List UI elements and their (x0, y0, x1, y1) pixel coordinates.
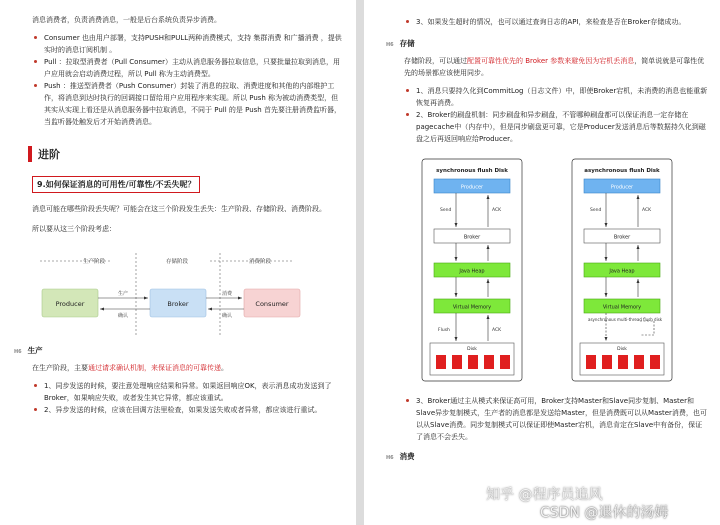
disk-block (500, 355, 510, 369)
sync-vm-label: Virtual Memory (452, 304, 492, 311)
message-flow-diagram (32, 247, 332, 337)
sync-flush-panel (422, 159, 522, 381)
produce-paragraph-text: 在生产阶段，主要 (32, 364, 88, 372)
async-vm-label: Virtual Memory (602, 304, 642, 311)
consider-paragraph: 所以要从这三个阶段考虑： (32, 225, 116, 233)
store-heading (386, 38, 708, 49)
right-page (364, 0, 720, 525)
async-flush-panel (572, 159, 672, 381)
produce-list (32, 380, 342, 416)
produce-paragraph-highlight: 通过请求确认机制，来保证消息的可靠传递 (88, 364, 221, 372)
left-page (0, 0, 356, 525)
sync-send-label: Send (440, 208, 452, 213)
produce-heading (14, 345, 342, 356)
disk-block (634, 355, 644, 369)
consume-heading-title: 消费 (399, 452, 415, 461)
store-paragraph-end: ，简单说就是可靠性优先的场景都应该使用同步。 (404, 57, 705, 77)
store-paragraph (404, 55, 708, 79)
stage-produce-label: 生产阶段 (82, 259, 106, 265)
flush-disk-diagram (404, 153, 704, 389)
async-ack-label: ACK (642, 208, 652, 213)
store-paragraph-text: 存储阶段，可以通过 (404, 57, 467, 65)
sync-flush-label: Flush (438, 328, 450, 333)
sync-producer-label: Producer (460, 184, 484, 191)
async-disk-label: Disk (617, 347, 627, 352)
disk-block (468, 355, 478, 369)
h6-tag: H6 (14, 349, 22, 355)
sync-ack-label: ACK (492, 208, 502, 213)
list-item: 2、Broker的刷盘机制：同步刷盘和异步刷盘，不管哪种刷盘都可以保证消息一定存储在pagecache中（内存中），但是同步刷盘更可靠，它是Producer发送消息后等数据持久化到磁盘之后再返回响应给Producer。 (404, 109, 708, 145)
zhihu-watermark: 知乎 @程序员追风 (486, 487, 603, 503)
loss-stages-paragraph: 消息可能在哪些阶段丢失呢？可能会在这三个阶段发生丢失：生产阶段、存储阶段、消费阶段。 (32, 205, 326, 213)
consumer-list (32, 32, 342, 128)
h6-tag: H6 (386, 455, 394, 461)
sync-title: synchronous flush Disk (436, 168, 508, 174)
async-send-label: Send (590, 208, 602, 213)
store-paragraph-highlight: 配置可靠性优先的 Broker 参数来避免因为宕机丢消息 (467, 57, 635, 65)
list-item: 1、同步发送的时候，要注意处理响应结果和异常。如果返回响应OK，表示消息成功发送到了Broker，如果响应失败，或者发生其它异常，都应该重试。 (32, 380, 342, 404)
list-item: 2、异步发送的时候，应该在回调方法里检查，如果发送失败或者异常，都应该进行重试。 (32, 404, 342, 416)
arrow-confirm-label: 确认 (221, 313, 233, 319)
produce-paragraph-end: 。 (221, 364, 228, 372)
async-broker-label: Broker (613, 234, 631, 241)
stage-consume-label: 消费阶段 (248, 259, 272, 265)
list-item: Push ：推送型消费者（Push Consumer）封装了消息的拉取、消费进度和其他的内部维护工作，将消息到达时执行的回调接口留给用户应用程序来实现。所以 Push 称为被动消费类型，但其实从实现上看还是从消息服务器中拉取消息，不同于 Pull 的是 Push 首先要注册消费监听器，当监听器处触发后才开始消费消息。 (32, 80, 342, 128)
master-slave-list (404, 395, 708, 443)
list-item: Consumer 也由用户部署，支持PUSH和PULL两种消费模式，支持 集群消费 和广播消费 ，提供 实时的消息订阅机制 。 (32, 32, 342, 56)
arrow-consume-label: 消费 (221, 291, 233, 297)
timeout-list (404, 16, 708, 28)
section-title: 进阶 (38, 148, 60, 161)
consume-heading (386, 451, 708, 462)
list-item: 1、消息只要持久化到CommitLog（日志文件）中，即使Broker宕机，未消费的消息也能重新恢复再消费。 (404, 85, 708, 109)
async-producer-label: Producer (610, 184, 634, 191)
sync-broker-label: Broker (463, 234, 481, 241)
consumer-intro: 消息消费者，负责消费消息，一般是后台系统负责异步消费。 (32, 16, 221, 24)
produce-heading-title: 生产 (27, 346, 43, 355)
async-note: asynchronous multi-thread flush disk (588, 317, 663, 322)
disk-block (650, 355, 660, 369)
list-item: Pull ：拉取型消费者（Pull Consumer）主动从消息服务器拉取信息，只要批量拉取到消息，用户应用就会启动消费过程，所以 Pull 称为主动消费型。 (32, 56, 342, 80)
broker-node-label: Broker (167, 300, 189, 308)
async-title: asynchronous flush Disk (584, 168, 660, 174)
producer-node-label: Producer (55, 300, 85, 308)
disk-block (586, 355, 596, 369)
csdn-watermark: CSDN @退休的汤姆 (540, 505, 669, 521)
question-title: 9.如何保证消息的可用性/可靠性/不丢失呢？ (32, 176, 200, 193)
section-bar (28, 146, 32, 162)
disk-block (484, 355, 494, 369)
section-heading (28, 146, 342, 162)
disk-block (436, 355, 446, 369)
arrow-confirm-label: 确认 (117, 313, 129, 319)
sync-heap-label: Java Heap (459, 268, 485, 275)
async-heap-label: Java Heap (609, 268, 635, 275)
store-list (404, 85, 708, 145)
stage-store-label: 存储阶段 (165, 259, 189, 265)
sync-ack2-label: ACK (492, 328, 502, 333)
disk-block (602, 355, 612, 369)
arrow-produce-label: 生产 (117, 291, 129, 297)
consumer-node-label: Consumer (255, 300, 289, 308)
h6-tag: H6 (386, 42, 394, 48)
produce-paragraph (32, 362, 342, 374)
disk-block (452, 355, 462, 369)
store-heading-title: 存储 (399, 39, 415, 48)
sync-disk-label: Disk (467, 347, 477, 352)
list-item: 3、Broker通过主从模式来保证高可用，Broker支持Master和Slave同步复制、Master和Slave异步复制模式，生产者的消息都是发送给Master，但是消费既可以从Master消费，也可以从Slave消费。同步复制模式可以保证即使Master宕机，消息肯定在Slave中有备份，保证了消息不会丢失。 (404, 395, 708, 443)
disk-block (618, 355, 628, 369)
list-item: 3、如果发生超时的情况，也可以通过查询日志的API，来检查是否在Broker存储成功。 (404, 16, 708, 28)
